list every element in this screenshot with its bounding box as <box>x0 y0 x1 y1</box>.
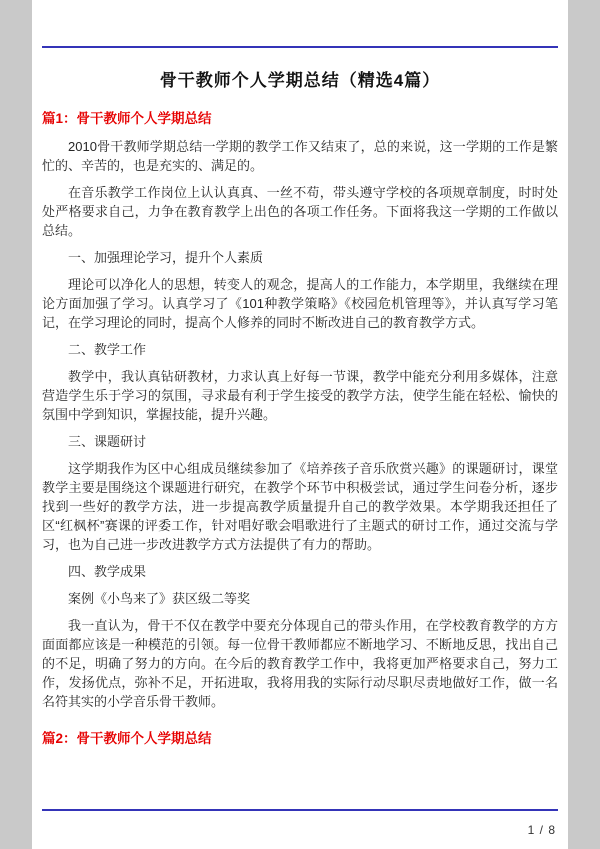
paragraph: 案例《小鸟来了》获区级二等奖 <box>68 591 251 606</box>
section-2-heading: 篇2：骨干教师个人学期总结 <box>42 731 212 746</box>
paragraph: 2010骨干教师学期总结一学期的教学工作又结束了，总的来说，这一学期的工作是繁忙的、辛苦的，也是充实的、满足的。 <box>42 139 558 173</box>
subheading-3: 三、课题研讨 <box>68 434 147 449</box>
paragraph: 我一直认为，骨干不仅在教学中要充分体现自己的带头作用，在学校教育教学的方方面面都应该是一种模范的引领。每一位骨干教师都应不断地学习、不断地反思，找出自己的不足，明确了努力的方向。在今后的教育教学工作中，我将更加严格要求自己，努力工作，发扬优点，弥补不足，开拓进取，我将用我的实际行动尽职尽责地做好工作，做一名名符其实的小学音乐骨干教师。 <box>42 618 558 709</box>
page-number-indicator: 1 / 8 <box>527 823 556 837</box>
section-1-heading: 篇1：骨干教师个人学期总结 <box>42 111 212 126</box>
document-title: 骨干教师个人学期总结（精选4篇） <box>159 71 441 90</box>
subheading-2: 二、教学工作 <box>68 342 147 357</box>
subheading-1: 一、加强理论学习，提升个人素质 <box>68 250 264 265</box>
document-page <box>32 0 568 849</box>
paragraph: 这学期我作为区中心组成员继续参加了《培养孩子音乐欣赏兴趣》的课题研讨，课堂教学主要是围绕这个课题进行研究，在教学个环节中积极尝试，通过学生问卷分析，逐步找到一些好的教学方法，进一步提高教学质量提升自己的教学效果。本学期我还担任了区“红枫杯”赛课的评委工作，针对唱好歌会唱歌进行了主题式的研讨工作，通过交流与学习，也为自己进一步改进教学方式方法提供了有力的帮助。 <box>42 461 558 552</box>
paragraph: 理论可以净化人的思想，转变人的观念，提高人的工作能力，本学期里，我继续在理论方面加强了学习。认真学习了《101种教学策略》《校园危机管理等》，并认真写学习笔记，在学习理论的同时，提高个人修养的同时不断改进自己的教育教学方式。 <box>42 277 558 330</box>
top-rule-divider <box>42 46 558 48</box>
paragraph: 在音乐教学工作岗位上认认真真、一丝不苟，带头遵守学校的各项规章制度，时时处处严格要求自己，力争在教育教学上出色的各项工作任务。下面将我这一学期的工作做以总结。 <box>42 185 558 238</box>
bottom-rule-divider <box>42 809 558 811</box>
subheading-4: 四、教学成果 <box>68 564 147 579</box>
paragraph: 教学中，我认真钻研教材，力求认真上好每一节课，教学中能充分利用多媒体，注意营造学生乐于学习的氛围，寻求最有利于学生接受的教学方法，使学生能在轻松、愉快的氛围中学到知识，掌握技能，提升兴趣。 <box>42 369 558 422</box>
